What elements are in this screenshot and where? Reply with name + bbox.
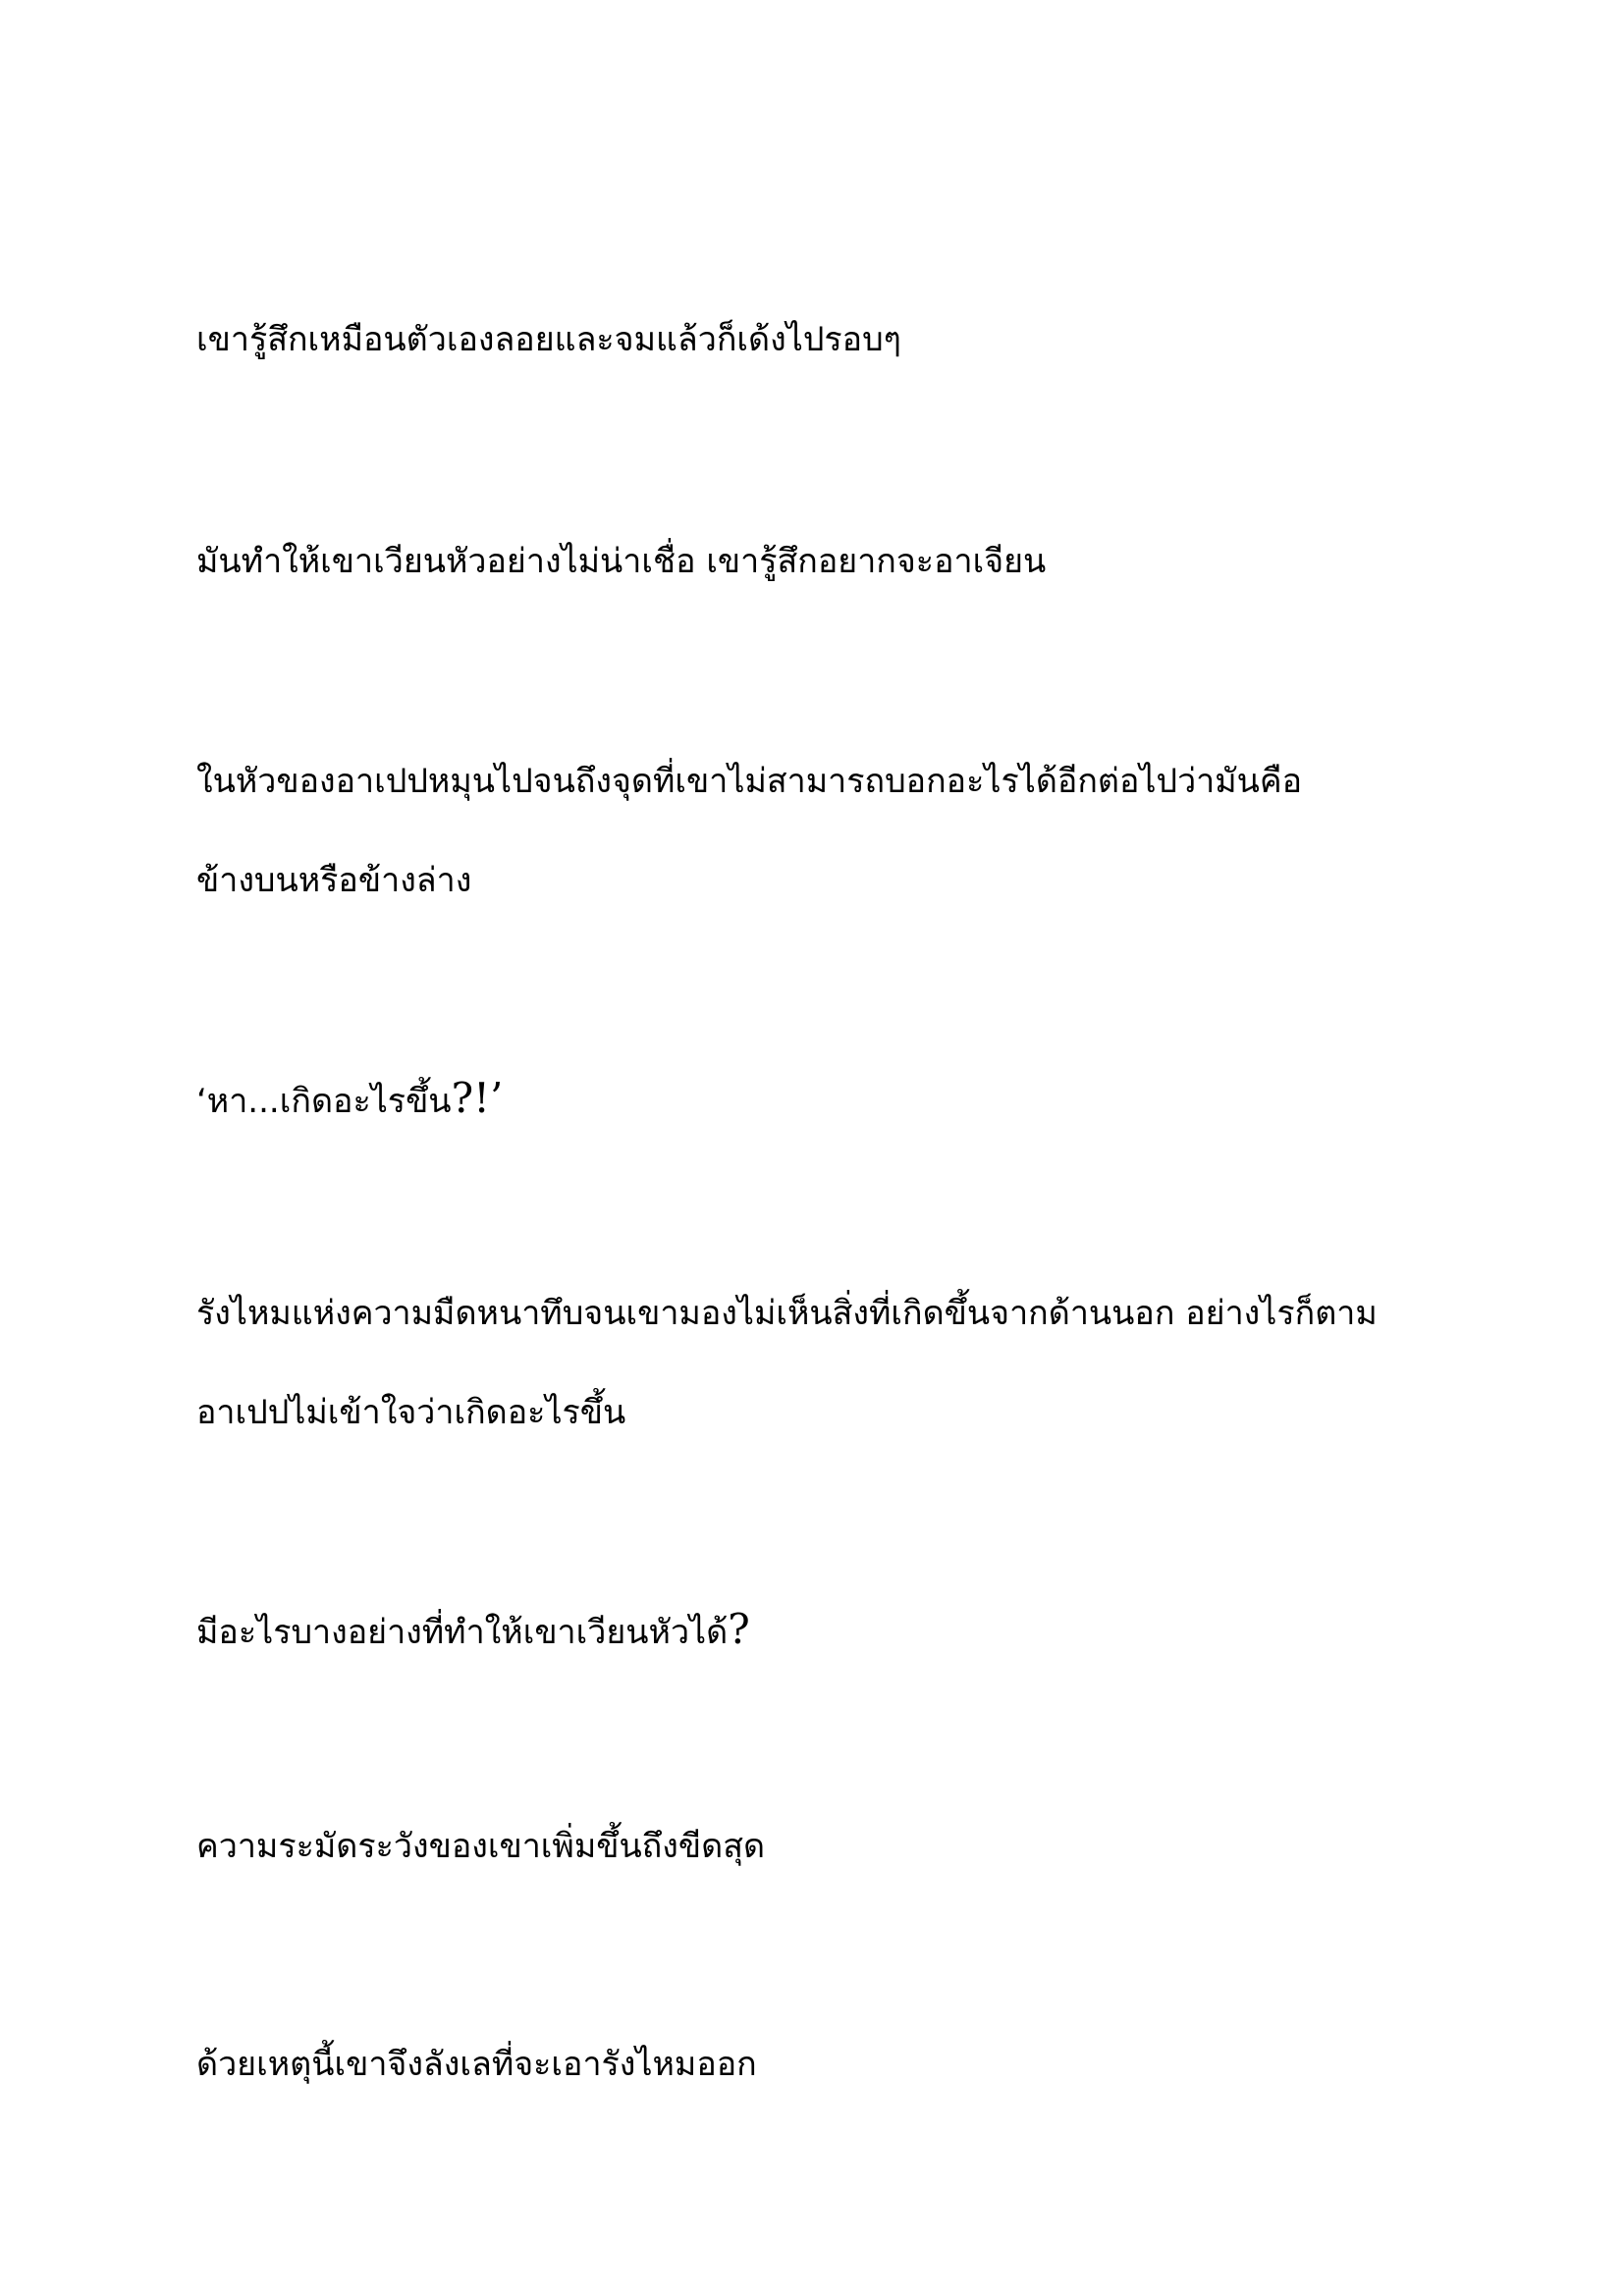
- paragraph-line: อาเปปไม่เข้าใจว่าเกิดอะไรขึ้น: [196, 1393, 626, 1432]
- paragraph-line: ในหัวของอาเปปหมุนไปจนถึงจุดที่เขาไม่สามารถบอกอะไรได้อีกต่อไปว่ามันคือ: [196, 762, 1303, 801]
- paragraph-2: [196, 512, 1473, 612]
- dialogue-punctuation: ?!’: [451, 1074, 504, 1122]
- paragraph-3: [196, 732, 1473, 931]
- paragraph-line: [196, 1579, 1473, 1682]
- paragraph-line: ข้างบนหรือข้างล่าง: [196, 861, 472, 900]
- paragraph-1: [196, 291, 1473, 390]
- paragraph-line: ด้วยเหตุนี้เขาจึงลังเลที่จะเอารังไหมออก: [196, 2045, 757, 2084]
- dialogue-text: ‘หา...เกิดอะไรขึ้น: [196, 1082, 452, 1121]
- paragraph-7: [196, 1797, 1473, 1896]
- paragraph-line: ความระมัดระวังของเขาเพิ่มขึ้นถึงขีดสุด: [196, 1827, 766, 1866]
- paragraph-line: มันทำให้เขาเวียนหัวอย่างไม่น่าเชื่อ เขารู้สึกอยากจะอาเจียน: [196, 542, 1047, 581]
- paragraph-5: [196, 1264, 1473, 1463]
- paragraph-line: เขารู้สึกเหมือนตัวเองลอยและจมแล้วก็เด้งไปรอบๆ: [196, 320, 901, 359]
- question-mark: ?: [728, 1605, 750, 1653]
- paragraph-line: [196, 1048, 1473, 1151]
- question-text: มีอะไรบางอย่างที่ทำให้เขาเวียนหัวได้: [196, 1613, 729, 1652]
- paragraph-6: [196, 1579, 1473, 1682]
- paragraph-4: [196, 1048, 1473, 1151]
- paragraph-line: รังไหมแห่งความมืดหนาทึบจนเขามองไม่เห็นสิ่งที่เกิดขึ้นจากด้านนอก อย่างไรก็ตาม: [196, 1294, 1378, 1333]
- paragraph-8: [196, 2015, 1473, 2114]
